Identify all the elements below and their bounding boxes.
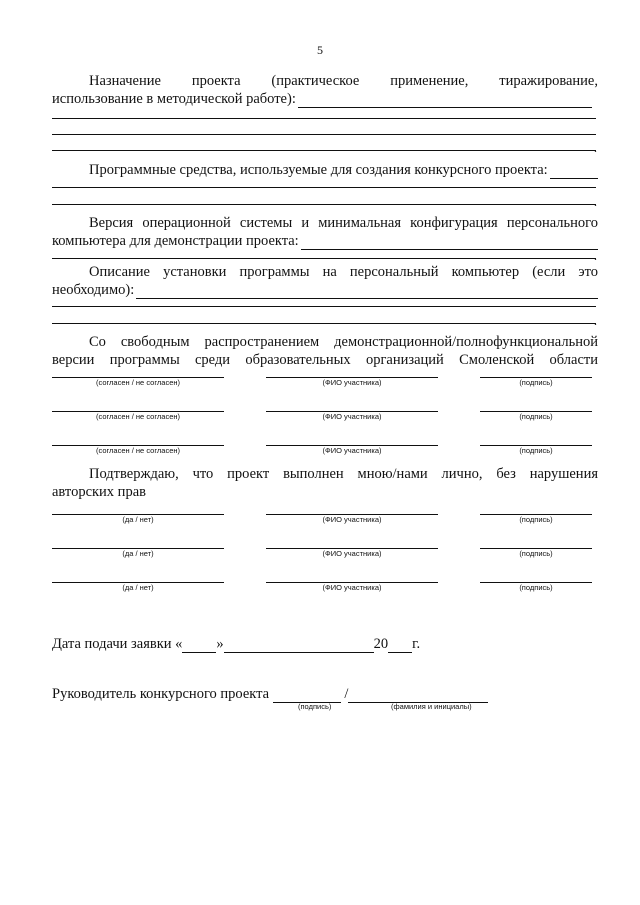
supervisor-line	[52, 686, 488, 703]
date-line	[52, 636, 420, 653]
purpose-line2: использование в методической работе):	[52, 91, 296, 107]
software-label: Программные средства, используемые для создания конкурсного проекта:	[89, 162, 548, 178]
install-fill-field[interactable]	[136, 285, 598, 299]
supervisor-signature-field[interactable]	[273, 689, 341, 703]
supervisor-label: Руководитель конкурсного проекта	[52, 686, 270, 702]
install-line2: необходимо):	[52, 282, 135, 298]
month-field[interactable]	[224, 639, 374, 653]
supervisor-signature-caption: (подпись)	[298, 702, 332, 711]
purpose-fill-field[interactable]	[298, 94, 592, 108]
supervisor-slash: /	[344, 686, 349, 702]
confirm-line2: авторских прав	[52, 484, 146, 500]
signature-field[interactable]: (подпись)	[480, 445, 592, 455]
signature-field[interactable]: (подпись)	[480, 514, 592, 524]
participant-name-field[interactable]: (ФИО участника)	[266, 514, 438, 524]
purpose-line1: Назначение проекта (практическое применение, тиражирование,	[89, 73, 598, 89]
signature-field[interactable]: (подпись)	[480, 548, 592, 558]
software-row	[52, 161, 598, 179]
year-field[interactable]	[388, 639, 412, 653]
free-distribution-line1: Со свободным распространением демонстрационной/полнофункциональной	[89, 334, 598, 350]
signature-field[interactable]: (подпись)	[480, 582, 592, 592]
os-line2: компьютера для демонстрации проекта:	[52, 233, 299, 249]
end-dot: .	[594, 249, 597, 263]
purpose-blank-line[interactable]	[52, 150, 596, 151]
participant-name-field[interactable]: (ФИО участника)	[266, 377, 438, 387]
participant-name-field[interactable]: (ФИО участника)	[266, 445, 438, 455]
day-field[interactable]	[182, 639, 216, 653]
install-blank-line[interactable]	[52, 306, 596, 307]
free-distribution-line2: версии программы среди образовательных организаций Смоленской области	[52, 352, 598, 368]
year-prefix: 20	[373, 636, 389, 652]
agree-field[interactable]: (согласен / не согласен)	[52, 411, 224, 421]
page-number: 5	[317, 43, 323, 57]
purpose-blank-line[interactable]	[52, 118, 596, 119]
purpose-line2-row	[52, 90, 598, 108]
participant-name-field[interactable]: (ФИО участника)	[266, 548, 438, 558]
install-line1: Описание установки программы на персональный компьютер (если это	[89, 264, 598, 280]
yes-no-field[interactable]: (да / нет)	[52, 582, 224, 592]
end-dot: .	[594, 141, 597, 155]
supervisor-name-caption: (фамилия и инициалы)	[391, 702, 472, 711]
signature-field[interactable]: (подпись)	[480, 411, 592, 421]
end-dot: .	[594, 314, 597, 328]
os-fill-field[interactable]	[301, 236, 598, 250]
participant-name-field[interactable]: (ФИО участника)	[266, 582, 438, 592]
participant-name-field[interactable]: (ФИО участника)	[266, 411, 438, 421]
confirm-line1: Подтверждаю, что проект выполнен мною/нами лично, без нарушения	[89, 466, 598, 482]
software-fill-field[interactable]	[550, 165, 598, 179]
year-suffix: г.	[412, 636, 421, 652]
install-line2-row	[52, 281, 598, 299]
os-blank-line[interactable]	[52, 258, 596, 259]
software-blank-line[interactable]	[52, 187, 596, 188]
date-label: Дата подачи заявки «	[52, 636, 183, 652]
purpose-blank-line[interactable]	[52, 134, 596, 135]
signature-field[interactable]: (подпись)	[480, 377, 592, 387]
os-line1: Версия операционной системы и минимальная конфигурация персонального	[89, 215, 598, 231]
date-close-quote: »	[216, 636, 224, 652]
agree-field[interactable]: (согласен / не согласен)	[52, 377, 224, 387]
os-line2-row	[52, 232, 598, 250]
install-blank-line[interactable]	[52, 323, 596, 324]
yes-no-field[interactable]: (да / нет)	[52, 548, 224, 558]
yes-no-field[interactable]: (да / нет)	[52, 514, 224, 524]
software-blank-line[interactable]	[52, 204, 596, 205]
supervisor-name-field[interactable]	[348, 689, 488, 703]
agree-field[interactable]: (согласен / не согласен)	[52, 445, 224, 455]
end-dot: .	[594, 195, 597, 209]
